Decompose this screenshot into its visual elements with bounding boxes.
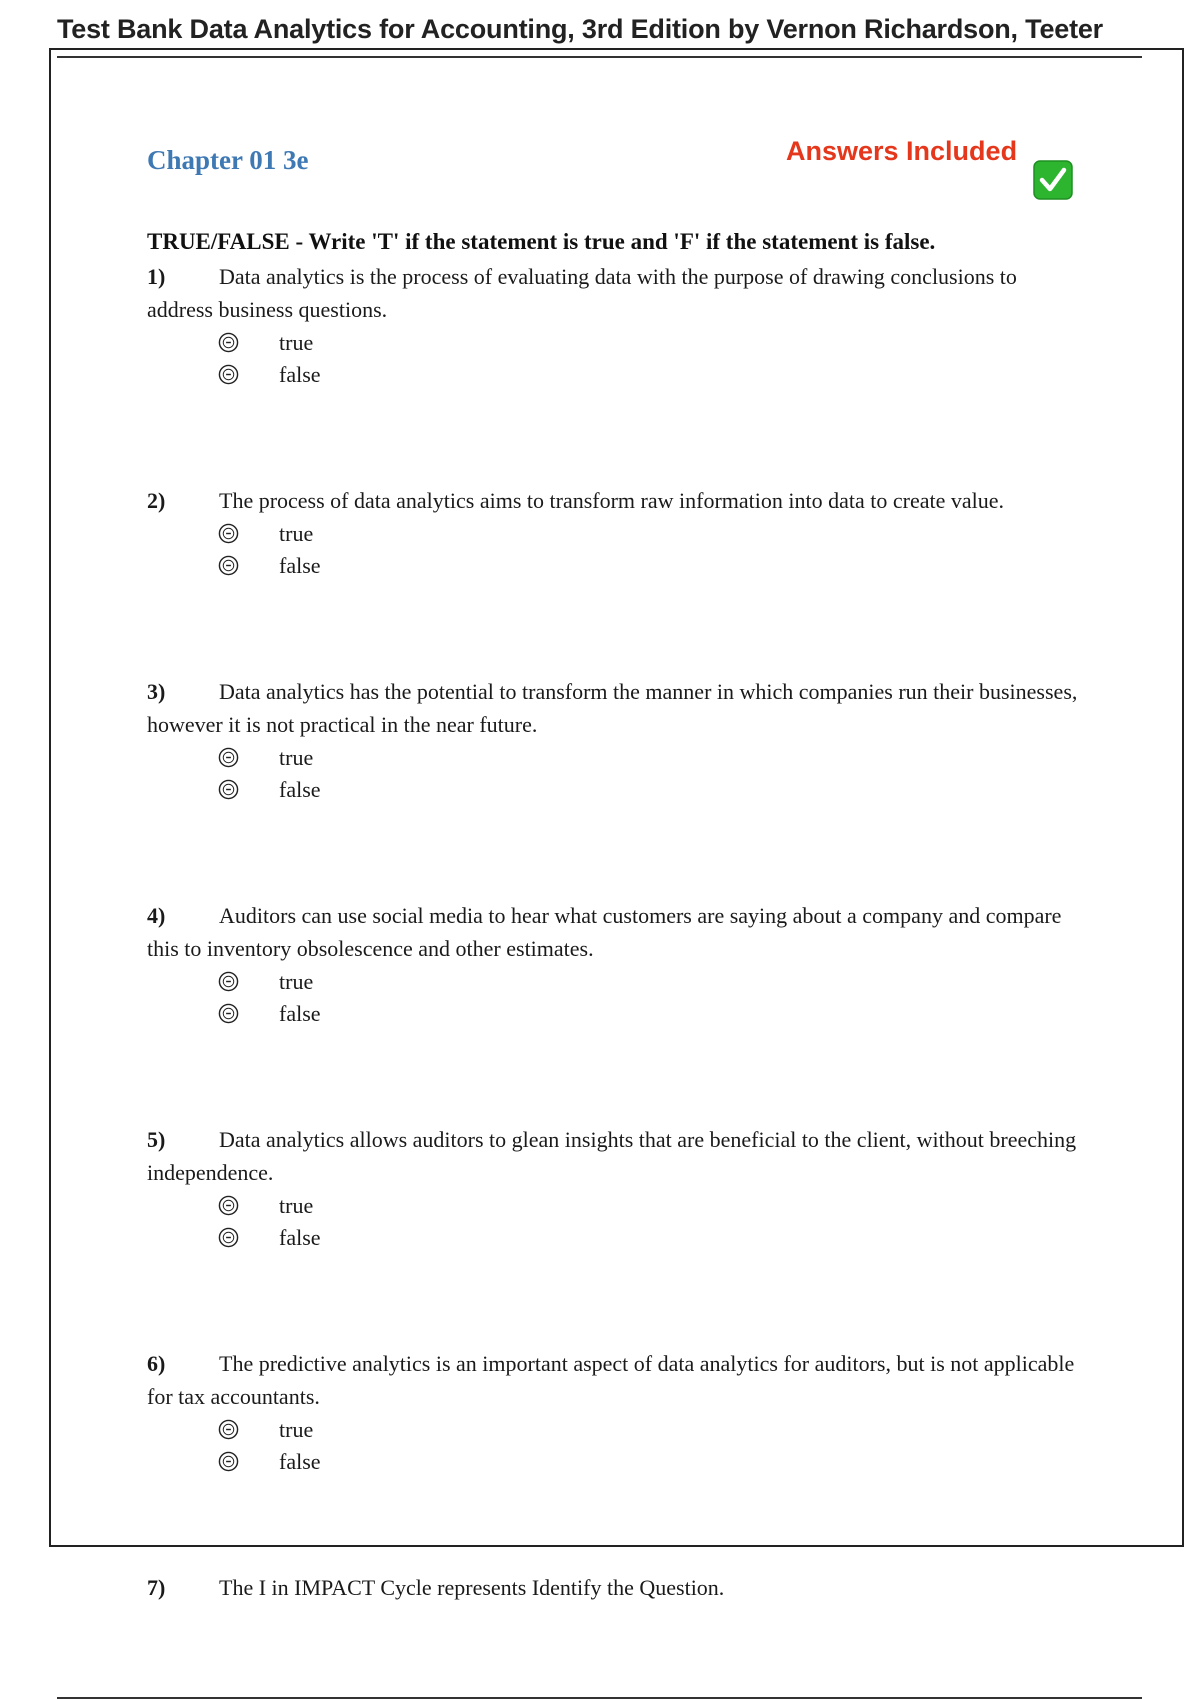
radio-button-icon[interactable] [218,332,239,353]
question-7 [147,1571,1087,1604]
option-label: false [279,361,321,387]
answer-options [147,326,1087,390]
radio-button-icon[interactable] [218,1419,239,1440]
radio-button-icon[interactable] [218,555,239,576]
question-text: Data analytics allows auditors to glean insights that are beneficial to the client, without breeching independence. [147,1127,1077,1185]
question-text: Auditors can use social media to hear what customers are saying about a company and compare this to inventory obsolescence and other estimates. [147,903,1062,961]
answer-options [147,741,1087,805]
option-label: false [279,776,321,802]
radio-button-icon[interactable] [218,364,239,385]
question-3 [147,675,1087,805]
radio-button-icon[interactable] [218,971,239,992]
question-text: The I in IMPACT Cycle represents Identify the Question. [219,1575,725,1600]
question-1 [147,260,1087,390]
question-number: 3) [147,679,166,704]
option-label: true [279,1416,314,1442]
option-true[interactable] [147,1189,1087,1221]
option-false[interactable] [147,773,1087,805]
option-false[interactable] [147,997,1087,1029]
option-false[interactable] [147,358,1087,390]
option-true[interactable] [147,517,1087,549]
answer-options [147,1413,1087,1477]
option-false[interactable] [147,549,1087,581]
question-number: 7) [147,1575,166,1600]
option-label: false [279,1224,321,1250]
option-label: true [279,1192,314,1218]
question-5 [147,1123,1087,1253]
question-list [147,260,1087,1604]
answer-options [147,1189,1087,1253]
option-label: false [279,1448,321,1474]
option-label: true [279,520,314,546]
option-label: false [279,1000,321,1026]
question-number: 5) [147,1127,166,1152]
option-false[interactable] [147,1445,1087,1477]
question-number: 6) [147,1351,166,1376]
radio-button-icon[interactable] [218,523,239,544]
option-true[interactable] [147,965,1087,997]
question-4 [147,899,1087,1029]
answer-options [147,965,1087,1029]
footer-divider [57,1697,1142,1699]
answer-options [147,517,1087,581]
option-false[interactable] [147,1221,1087,1253]
option-true[interactable] [147,1413,1087,1445]
section-heading: TRUE/FALSE - Write 'T' if the statement is true and 'F' if the statement is false. [147,229,936,254]
question-text: Data analytics has the potential to transform the manner in which companies run their businesses, however it is not practical in the near future. [147,679,1078,737]
chapter-title: Chapter 01 3e [147,145,309,175]
option-true[interactable] [147,741,1087,773]
option-true[interactable] [147,326,1087,358]
question-6 [147,1347,1087,1477]
option-label: false [279,552,321,578]
question-number: 1) [147,264,166,289]
option-label: true [279,968,314,994]
question-number: 4) [147,903,166,928]
check-mark-icon [1033,160,1073,200]
document-title: Test Bank Data Analytics for Accounting, 3rd Edition by Vernon Richardson, Teeter [57,14,1103,44]
option-label: true [279,744,314,770]
radio-button-icon[interactable] [218,779,239,800]
question-number: 2) [147,488,166,513]
option-label: true [279,329,314,355]
radio-button-icon[interactable] [218,1227,239,1248]
question-text: The predictive analytics is an important aspect of data analytics for auditors, but is not applicable for tax accountants. [147,1351,1075,1409]
answers-included-label: Answers Included [786,136,1018,166]
question-text: The process of data analytics aims to transform raw information into data to create value. [219,488,1004,513]
radio-button-icon[interactable] [218,747,239,768]
radio-button-icon[interactable] [218,1003,239,1024]
question-2 [147,484,1087,581]
radio-button-icon[interactable] [218,1451,239,1472]
question-text: Data analytics is the process of evaluating data with the purpose of drawing conclusions to address business questions. [147,264,1017,322]
radio-button-icon[interactable] [218,1195,239,1216]
